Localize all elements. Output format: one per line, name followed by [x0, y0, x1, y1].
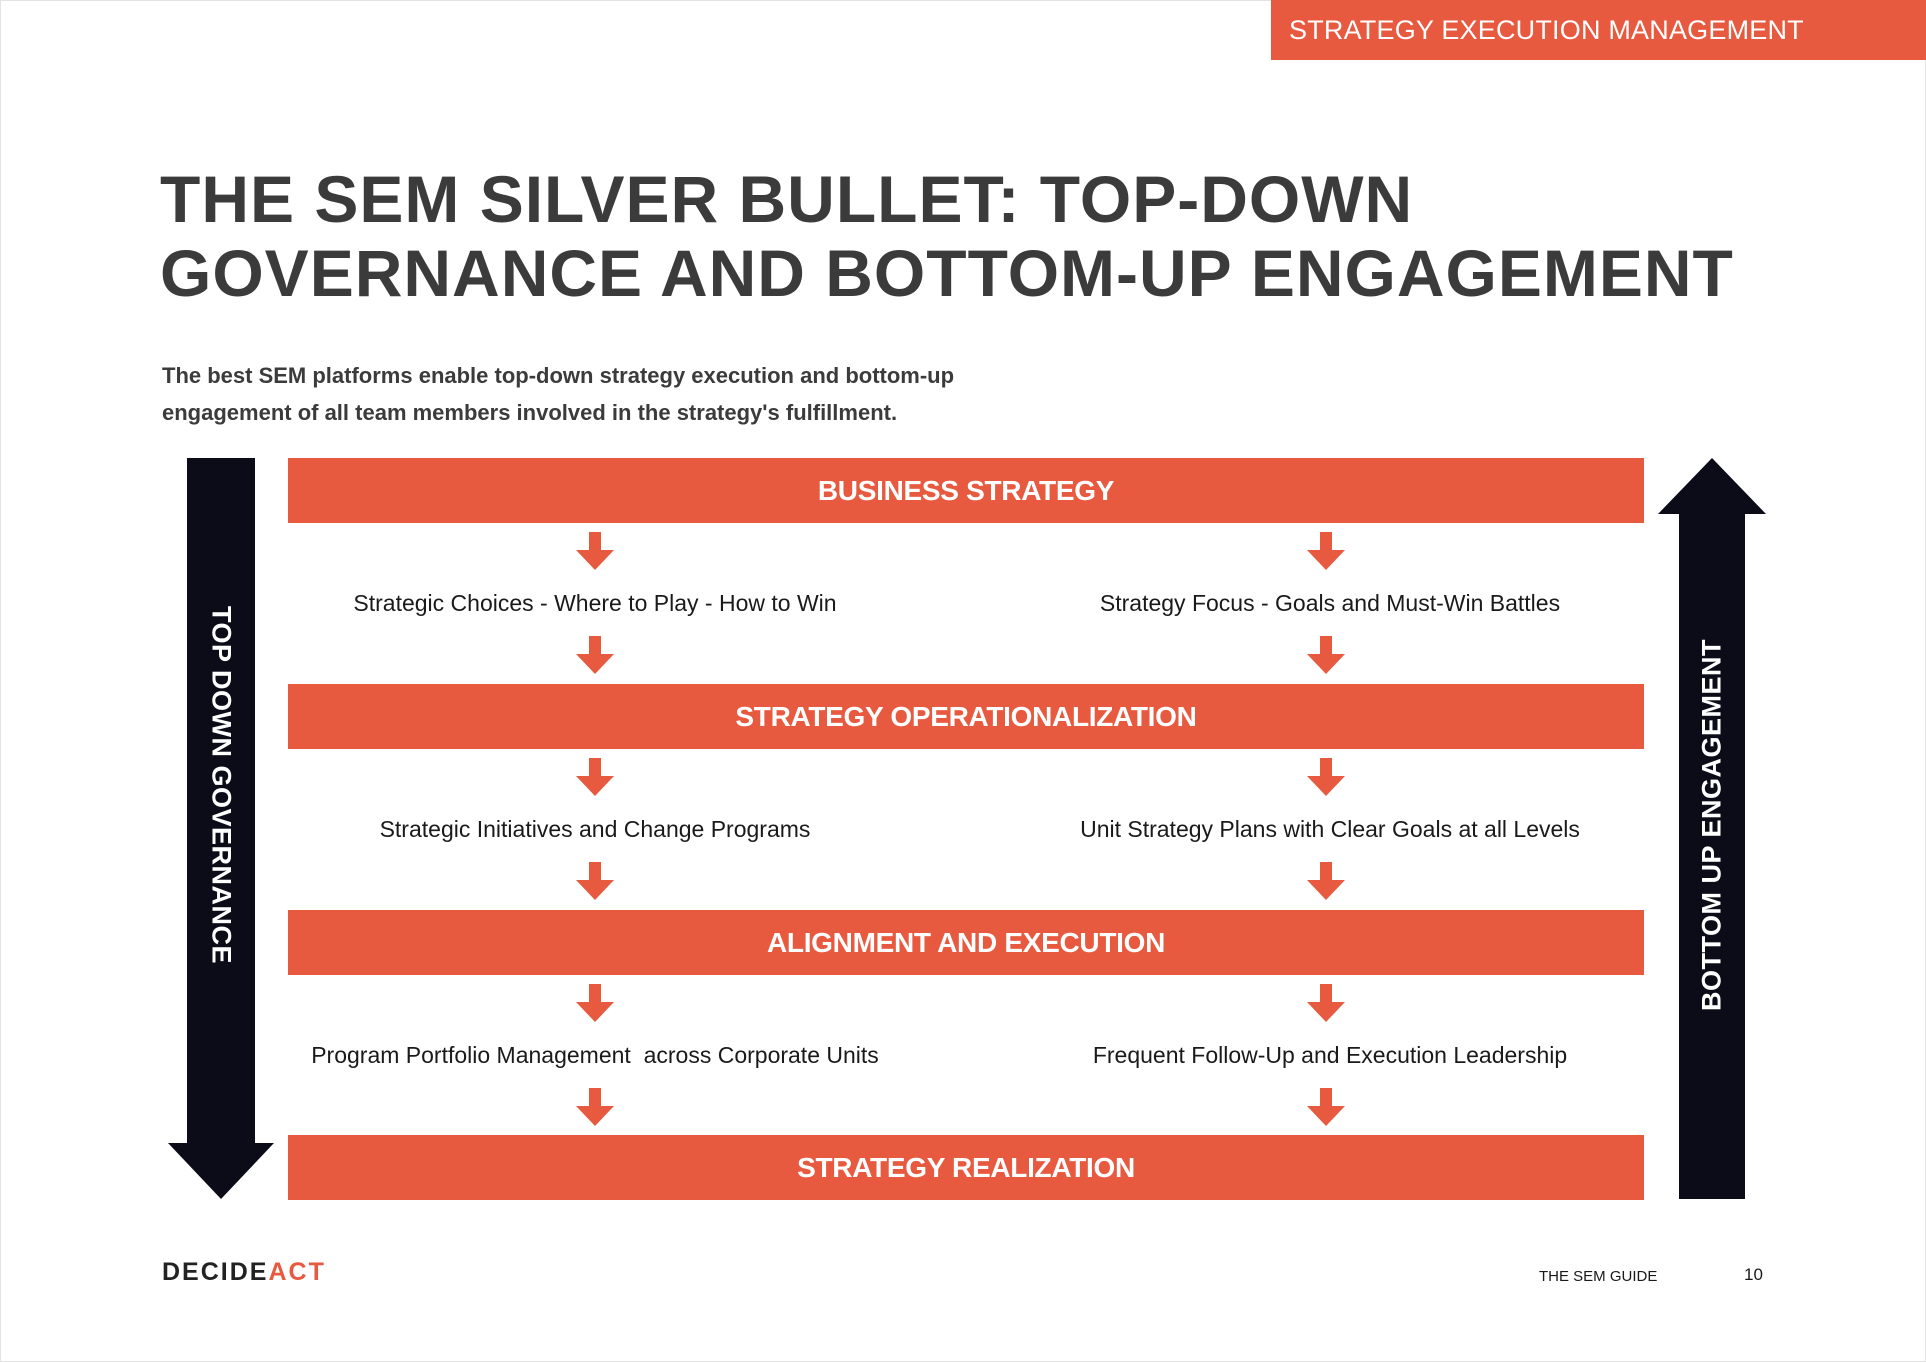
- page-number: 10: [1744, 1265, 1763, 1284]
- section-tag: STRATEGY EXECUTION MANAGEMENT: [1271, 0, 1926, 60]
- decideact-logo: [162, 1258, 326, 1287]
- down-arrow-icon: [576, 636, 614, 676]
- down-arrow-icon: [576, 1088, 614, 1128]
- down-arrow-icon: [1307, 636, 1345, 676]
- down-arrow-icon: [576, 532, 614, 572]
- title-line-2: GOVERNANCE AND BOTTOM-UP ENGAGEMENT: [160, 236, 1734, 310]
- logo-text-accent: ACT: [268, 1258, 326, 1286]
- step-left-1: Strategic Choices - Where to Play - How to Win: [353, 590, 837, 616]
- stage-strategy-operationalization: STRATEGY OPERATIONALIZATION: [288, 684, 1644, 749]
- step-left-2: Strategic Initiatives and Change Programs: [379, 816, 811, 842]
- down-arrow-icon: [576, 984, 614, 1024]
- page-title: [160, 162, 1800, 310]
- down-arrow-icon: [1307, 1088, 1345, 1128]
- bottom-up-engagement-label: BOTTOM UP ENGAGEMENT: [1696, 638, 1727, 1012]
- down-arrow-icon: [1307, 862, 1345, 902]
- down-arrow-icon: [1307, 758, 1345, 798]
- down-arrow-icon: [576, 758, 614, 798]
- top-down-governance-label: TOP DOWN GOVERNANCE: [206, 605, 237, 965]
- arrow-up-icon: [1658, 458, 1766, 514]
- guide-label: THE SEM GUIDE: [1539, 1268, 1658, 1285]
- stage-strategy-realization: STRATEGY REALIZATION: [288, 1135, 1644, 1200]
- step-right-3: Frequent Follow-Up and Execution Leadership: [1092, 1042, 1568, 1068]
- intro-line-1: The best SEM platforms enable top-down strategy execution and bottom-up: [162, 363, 955, 388]
- intro-text: [162, 357, 1112, 431]
- arrow-down-icon: [168, 1143, 274, 1199]
- down-arrow-icon: [576, 862, 614, 902]
- step-left-3: Program Portfolio Management across Corporate Units: [311, 1042, 879, 1068]
- intro-line-2: engagement of all team members involved in the strategy's fulfillment.: [162, 400, 898, 425]
- title-line-1: THE SEM SILVER BULLET: TOP-DOWN: [160, 162, 1414, 236]
- down-arrow-icon: [1307, 984, 1345, 1024]
- logo-text-main: DECIDE: [162, 1258, 269, 1286]
- step-right-2: Unit Strategy Plans with Clear Goals at all Levels: [1080, 816, 1580, 842]
- stage-business-strategy: BUSINESS STRATEGY: [288, 458, 1644, 523]
- stage-alignment-and-execution: ALIGNMENT AND EXECUTION: [288, 910, 1644, 975]
- step-right-1: Strategy Focus - Goals and Must-Win Battles: [1099, 590, 1561, 616]
- down-arrow-icon: [1307, 532, 1345, 572]
